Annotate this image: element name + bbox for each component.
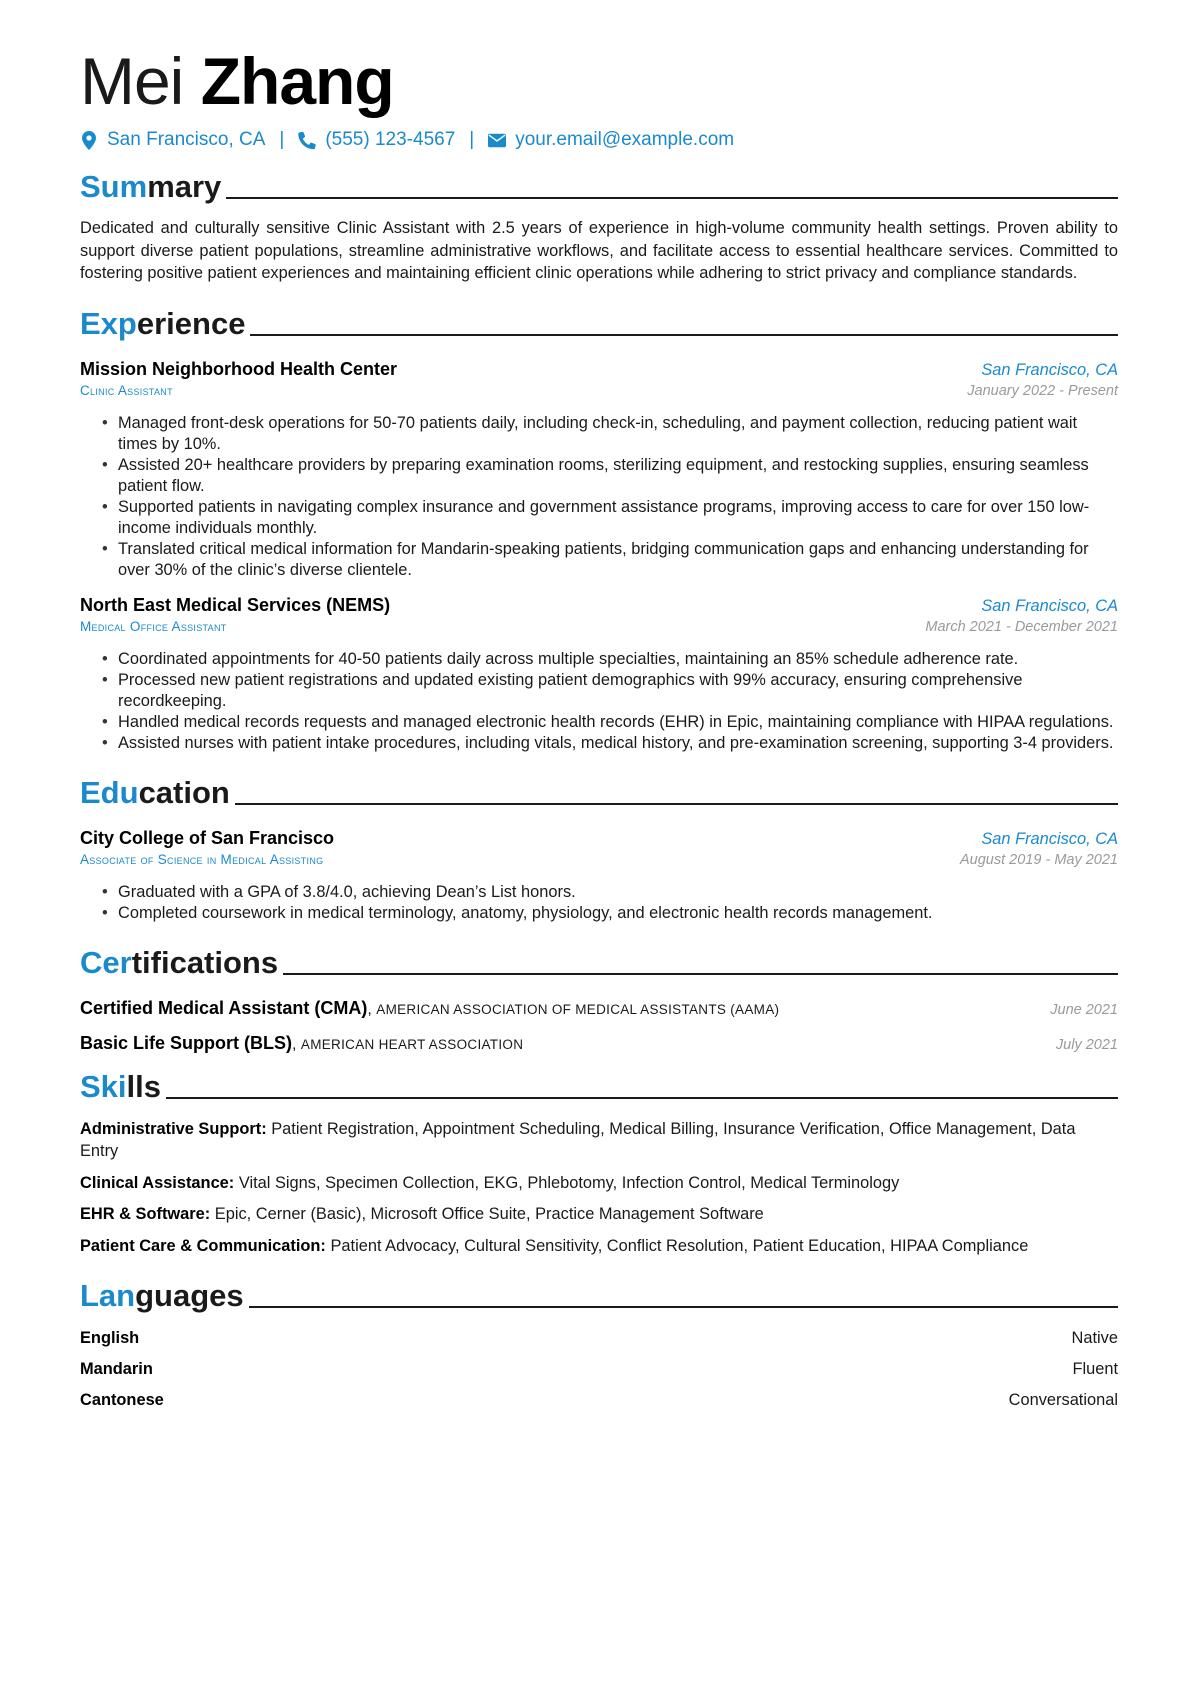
certification-row: Basic Life Support (BLS), AMERICAN HEART ASSOCIATION July 2021 — [80, 1032, 1118, 1053]
section-title: Education — [80, 774, 230, 810]
section-rule — [226, 197, 1118, 199]
skill-label: EHR & Software: — [80, 1205, 211, 1223]
phone-text: (555) 123-4567 — [325, 129, 456, 150]
section-rule — [235, 803, 1118, 805]
contact-separator: | — [469, 129, 475, 150]
resume-page — [80, 42, 1118, 1411]
section-title: Certifications — [80, 944, 279, 980]
languages-section — [80, 1275, 1118, 1411]
job-dates: March 2021 - December 2021 — [925, 618, 1118, 635]
skill-group — [80, 1203, 1118, 1226]
language-row — [80, 1358, 1118, 1380]
list-item: • Graduated with a GPA of 3.8/4.0, achieving Dean’s List honors. — [102, 882, 1118, 903]
job-bullets — [80, 649, 1118, 754]
skill-values: Epic, Cerner (Basic), Microsoft Office Suite, Practice Management Software — [214, 1205, 764, 1223]
list-item: • Completed coursework in medical terminology, anatomy, physiology, and electronic health records management. — [102, 903, 1118, 924]
section-rule — [283, 973, 1118, 975]
skill-label: Clinical Assistance: — [80, 1173, 235, 1192]
education-bullets — [80, 882, 1118, 924]
language-name: Mandarin — [80, 1360, 153, 1378]
envelope-icon — [488, 130, 506, 150]
skill-label: Administrative Support: — [80, 1119, 267, 1138]
list-item: • Supported patients in navigating complex insurance and government assistance programs, improving access to care for over 150 low-income individuals monthly. — [102, 497, 1118, 539]
skill-group — [80, 1235, 1118, 1258]
section-title: Skills — [80, 1068, 161, 1104]
experience-section — [80, 303, 1118, 754]
certification-date: July 2021 — [1055, 1036, 1118, 1053]
language-row — [80, 1389, 1118, 1411]
language-level: Fluent — [1072, 1360, 1118, 1378]
list-item: • Processed new patient registrations and updated existing patient demographics with 99% accuracy, ensuring comprehensive recordkeeping. — [102, 670, 1118, 712]
job-location: San Francisco, CA — [981, 360, 1118, 379]
summary-section — [80, 166, 1118, 285]
language-level: Native — [1071, 1329, 1118, 1347]
employer-name: Mission Neighborhood Health Center — [80, 358, 398, 379]
job-title: Clinic Assistant — [80, 382, 173, 398]
skill-group — [80, 1172, 1118, 1195]
contact-separator: | — [279, 129, 285, 150]
section-title: Summary — [80, 169, 222, 204]
list-item: • Assisted nurses with patient intake procedures, including vitals, medical history, and pre-examination screening, supporting 3-4 providers. — [102, 733, 1118, 754]
list-item: • Coordinated appointments for 40-50 patients daily across multiple specialties, maintaining an 85% schedule adherence rate. — [102, 649, 1118, 670]
list-item: • Assisted 20+ healthcare providers by preparing examination rooms, sterilizing equipment, and restocking supplies, ensuring seamless patient flow. — [102, 455, 1118, 497]
school-location: San Francisco, CA — [981, 829, 1118, 848]
contact-line — [80, 126, 1118, 154]
email-link[interactable]: your.email@example.com — [515, 129, 735, 150]
certification-name: Basic Life Support (BLS) — [80, 1032, 293, 1053]
job-bullets — [80, 413, 1118, 581]
job-location: San Francisco, CA — [981, 596, 1118, 615]
school-name: City College of San Francisco — [80, 827, 335, 848]
certification-row: Certified Medical Assistant (CMA), AMERICAN ASSOCIATION OF MEDICAL ASSISTANTS (AAMA) June 2021 — [80, 997, 1118, 1018]
section-rule — [166, 1097, 1118, 1099]
language-row — [80, 1327, 1118, 1349]
certification-issuer: AMERICAN HEART ASSOCIATION — [300, 1036, 524, 1052]
language-name: English — [80, 1329, 140, 1347]
employer-name: North East Medical Services (NEMS) — [80, 594, 391, 615]
education-entry — [80, 828, 1118, 924]
skill-label: Patient Care & Communication: — [80, 1236, 326, 1255]
degree-title: Associate of Science in Medical Assisting — [80, 851, 324, 867]
last-name: Zhang — [200, 44, 394, 118]
certifications-section — [80, 942, 1118, 1054]
skill-group — [80, 1118, 1118, 1163]
education-section — [80, 772, 1118, 924]
location-text: San Francisco, CA — [107, 129, 266, 150]
job-dates: January 2022 - Present — [967, 382, 1118, 399]
skill-values: Patient Registration, Appointment Scheduling, Medical Billing, Insurance Verification, Office Management, Data Entry — [80, 1119, 1076, 1160]
list-item: • Handled medical records requests and managed electronic health records (EHR) in Epic, maintaining compliance with HIPAA regulations. — [102, 712, 1118, 733]
candidate-name — [80, 42, 1118, 120]
skill-values: Vital Signs, Specimen Collection, EKG, Phlebotomy, Infection Control, Medical Terminology — [238, 1173, 900, 1192]
section-title: Experience — [80, 305, 246, 341]
certification-date: June 2021 — [1050, 1001, 1118, 1018]
skills-section — [80, 1066, 1118, 1258]
language-name: Cantonese — [80, 1391, 164, 1409]
education-dates: August 2019 - May 2021 — [960, 851, 1118, 868]
section-title: Languages — [80, 1278, 244, 1313]
job-title: Medical Office Assistant — [80, 618, 227, 634]
summary-text: Dedicated and culturally sensitive Clinic Assistant with 2.5 years of experience in high-volume community health settings. Proven ability to support diverse patient populations, streamline administrative workflows, and facilitate access to essential healthcare services. Committed to fostering positive patient experiences and maintaining efficient clinic operations while adhering to strict privacy and compliance standards. — [80, 219, 1118, 282]
location-pin-icon — [80, 130, 98, 150]
first-name: Mei — [80, 44, 184, 118]
language-level: Conversational — [1008, 1391, 1118, 1409]
list-item: • Translated critical medical information for Mandarin-speaking patients, bridging communication gaps and enhancing understanding for over 30% of the clinic’s diverse clientele. — [102, 539, 1118, 581]
skill-values: Patient Advocacy, Cultural Sensitivity, Conflict Resolution, Patient Education, HIPAA Compliance — [330, 1236, 1029, 1255]
job-entry — [80, 595, 1118, 754]
list-item: • Managed front-desk operations for 50-70 patients daily, including check-in, scheduling, and payment collection, reducing patient wait times by 10%. — [102, 413, 1118, 455]
section-rule — [250, 334, 1118, 336]
certification-name: Certified Medical Assistant (CMA) — [80, 997, 368, 1018]
certification-issuer: AMERICAN ASSOCIATION OF MEDICAL ASSISTANTS (AAMA) — [376, 1001, 780, 1017]
phone-icon — [298, 130, 316, 150]
job-entry — [80, 359, 1118, 581]
section-rule — [249, 1306, 1118, 1308]
